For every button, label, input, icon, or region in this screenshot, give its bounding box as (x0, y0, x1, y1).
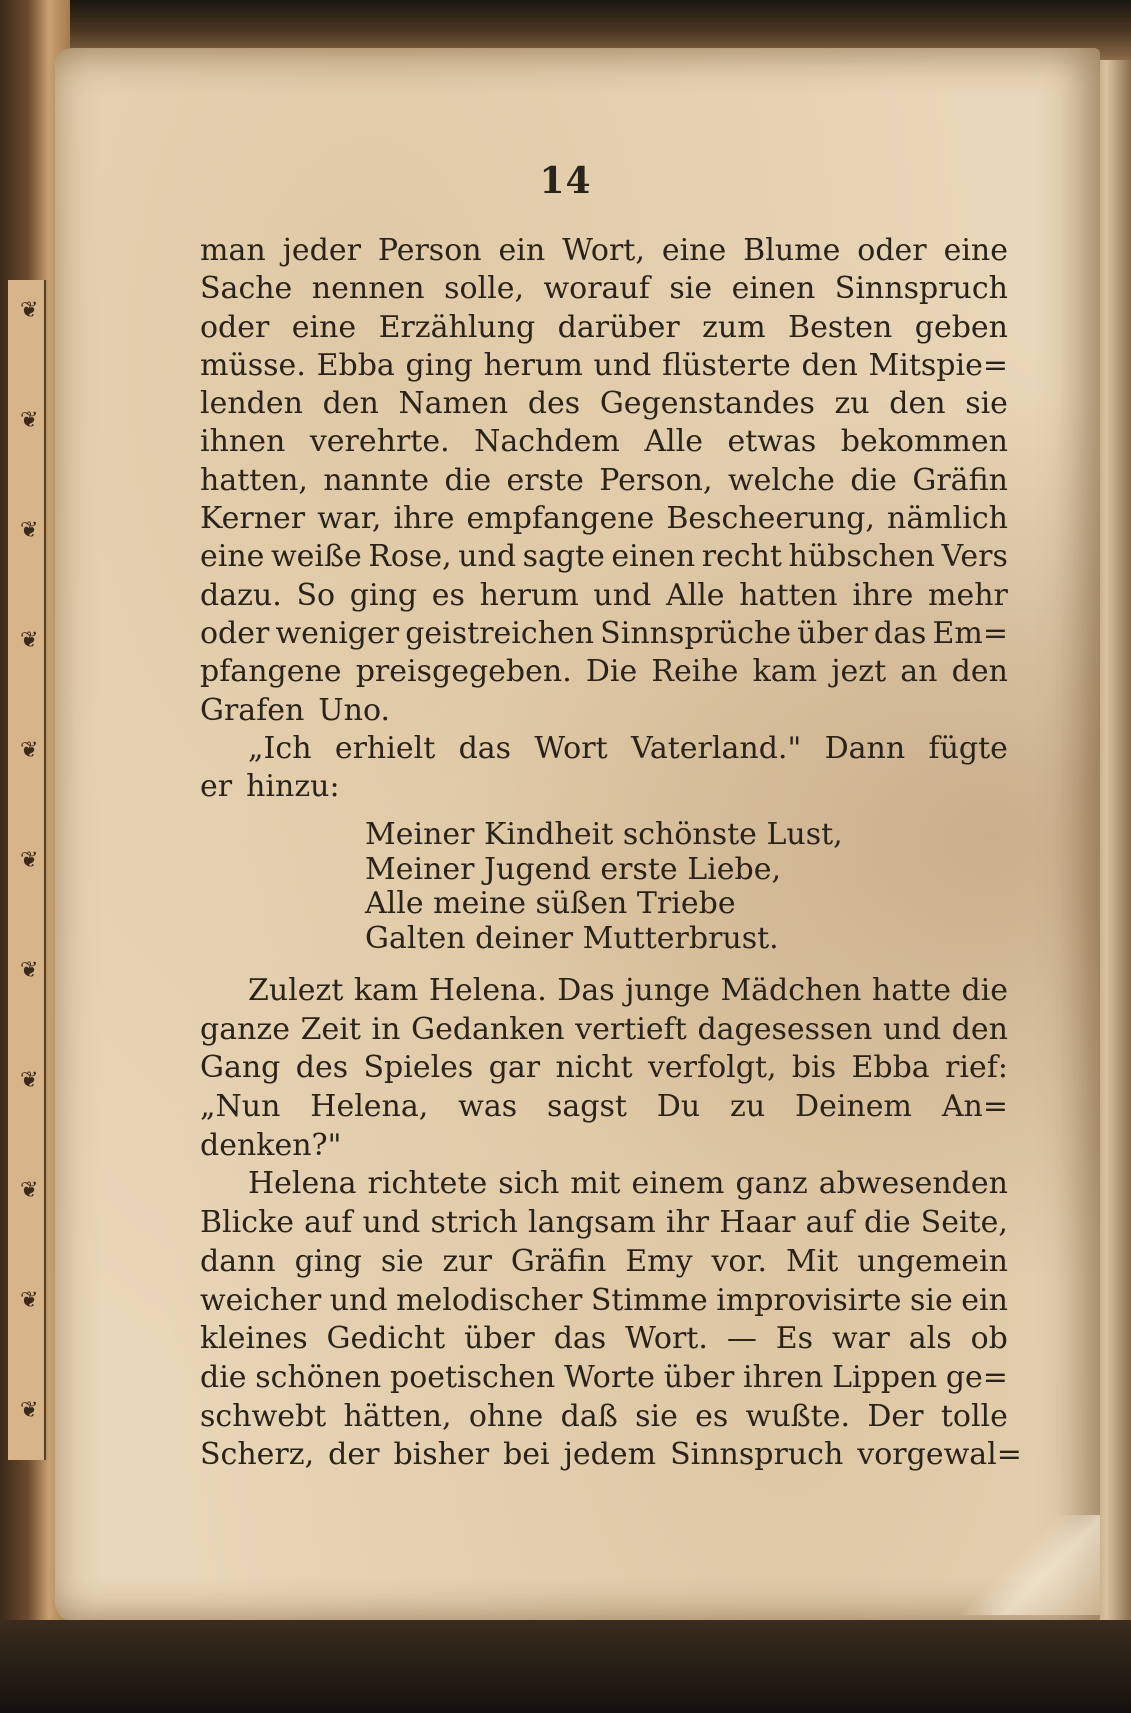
text-line: ganze Zeit in Gedanken vertieft dagesessen und den (200, 1011, 1008, 1047)
paragraph-4 (200, 1165, 1022, 1475)
text-line: Scherz, der bisher bei jedem Sinnspruch vorgewal= (200, 1437, 1022, 1473)
body-text-lower (200, 972, 1022, 1475)
text-line: die schönen poetischen Worte über ihren Lippen ge= (200, 1359, 1008, 1395)
text-line: „Nun Helena, was sagst Du zu Deinem An= (200, 1089, 1008, 1125)
book-bottom-edge (0, 1620, 1131, 1713)
text-line: Zulezt kam Helena. Das junge Mädchen hatte die (248, 973, 1008, 1008)
ornament-icon: ❦ (20, 1068, 39, 1093)
page-corner-fold (960, 1515, 1100, 1615)
ornament-icon: ❦ (20, 1398, 39, 1423)
poem-line: Alle meine süßen Triebe (365, 886, 736, 921)
ornament-icon: ❦ (20, 298, 39, 323)
poem-line: Meiner Kindheit schönste Lust, (365, 817, 843, 852)
text-line: denken?" (200, 1127, 342, 1163)
paragraph-2 (200, 730, 1008, 807)
ornament-icon: ❦ (20, 738, 39, 763)
poem-line: Meiner Jugend erste Liebe, (365, 851, 781, 887)
ornament-icon: ❦ (20, 408, 39, 433)
text-line: man jeder Person ein Wort, eine Blume oder eine (200, 233, 1008, 268)
text-line: Grafen Uno. (200, 692, 391, 728)
text-line: kleines Gedicht über das Wort. — Es war als ob (200, 1321, 1008, 1357)
poem-stanza (365, 818, 843, 956)
text-line: pfangene preisgegeben. Die Reihe kam jezt an den (200, 654, 1008, 690)
ornament-icon: ❦ (20, 518, 39, 543)
text-line: oder eine Erzählung darüber zum Besten geben (200, 309, 1008, 345)
text-line: Helena richtete sich mit einem ganz abwesenden (248, 1166, 1008, 1202)
text-line: müsse. Ebba ging herum und flüsterte den Mitspie= (200, 347, 1008, 383)
text-line: weicher und melodischer Stimme improvisirte sie ein (200, 1282, 1008, 1318)
text-line: eine weiße Rose, und sagte einen recht hübschen Vers (200, 539, 1008, 575)
text-line: dann ging sie zur Gräfin Emy vor. Mit ungemein (200, 1243, 1008, 1279)
ornament-icon: ❦ (20, 1178, 39, 1203)
ornament-icon: ❦ (20, 958, 39, 983)
text-line: schwebt hätten, ohne daß sie es wußte. Der tolle (200, 1398, 1008, 1434)
body-text-upper (200, 232, 1008, 806)
text-line: dazu. So ging es herum und Alle hatten ihre mehr (200, 577, 1008, 613)
page-number: 14 (539, 160, 592, 202)
poem-line: Galten deiner Mutterbrust. (365, 920, 779, 956)
text-line: oder weniger geistreichen Sinnsprüche über das Em= (200, 615, 1008, 651)
text-line: ihnen verehrte. Nachdem Alle etwas bekommen (200, 424, 1008, 460)
text-line: lenden den Namen des Gegenstandes zu den sie (200, 386, 1008, 422)
ornament-icon: ❦ (20, 848, 39, 873)
ornament-icon: ❦ (20, 1288, 39, 1313)
text-line: Blicke auf und strich langsam ihr Haar auf die Seite, (200, 1205, 1008, 1241)
text-line: Kerner war, ihre empfangene Bescheerung, nämlich (200, 501, 1008, 537)
text-line: er hinzu: (200, 769, 340, 805)
ornament-icon: ❦ (20, 628, 39, 653)
text-line: Sache nennen solle, worauf sie einen Sinnspruch (200, 271, 1008, 307)
spine-decorative-strip (8, 280, 46, 1460)
text-line: hatten, nannte die erste Person, welche die Gräfin (200, 462, 1008, 498)
text-line: „Ich erhielt das Wort Vaterland." Dann fügte (248, 730, 1008, 766)
paragraph-1 (200, 232, 1008, 730)
paragraph-3 (200, 972, 1008, 1165)
text-line: Gang des Spieles gar nicht verfolgt, bis Ebba rief: (200, 1050, 1008, 1086)
